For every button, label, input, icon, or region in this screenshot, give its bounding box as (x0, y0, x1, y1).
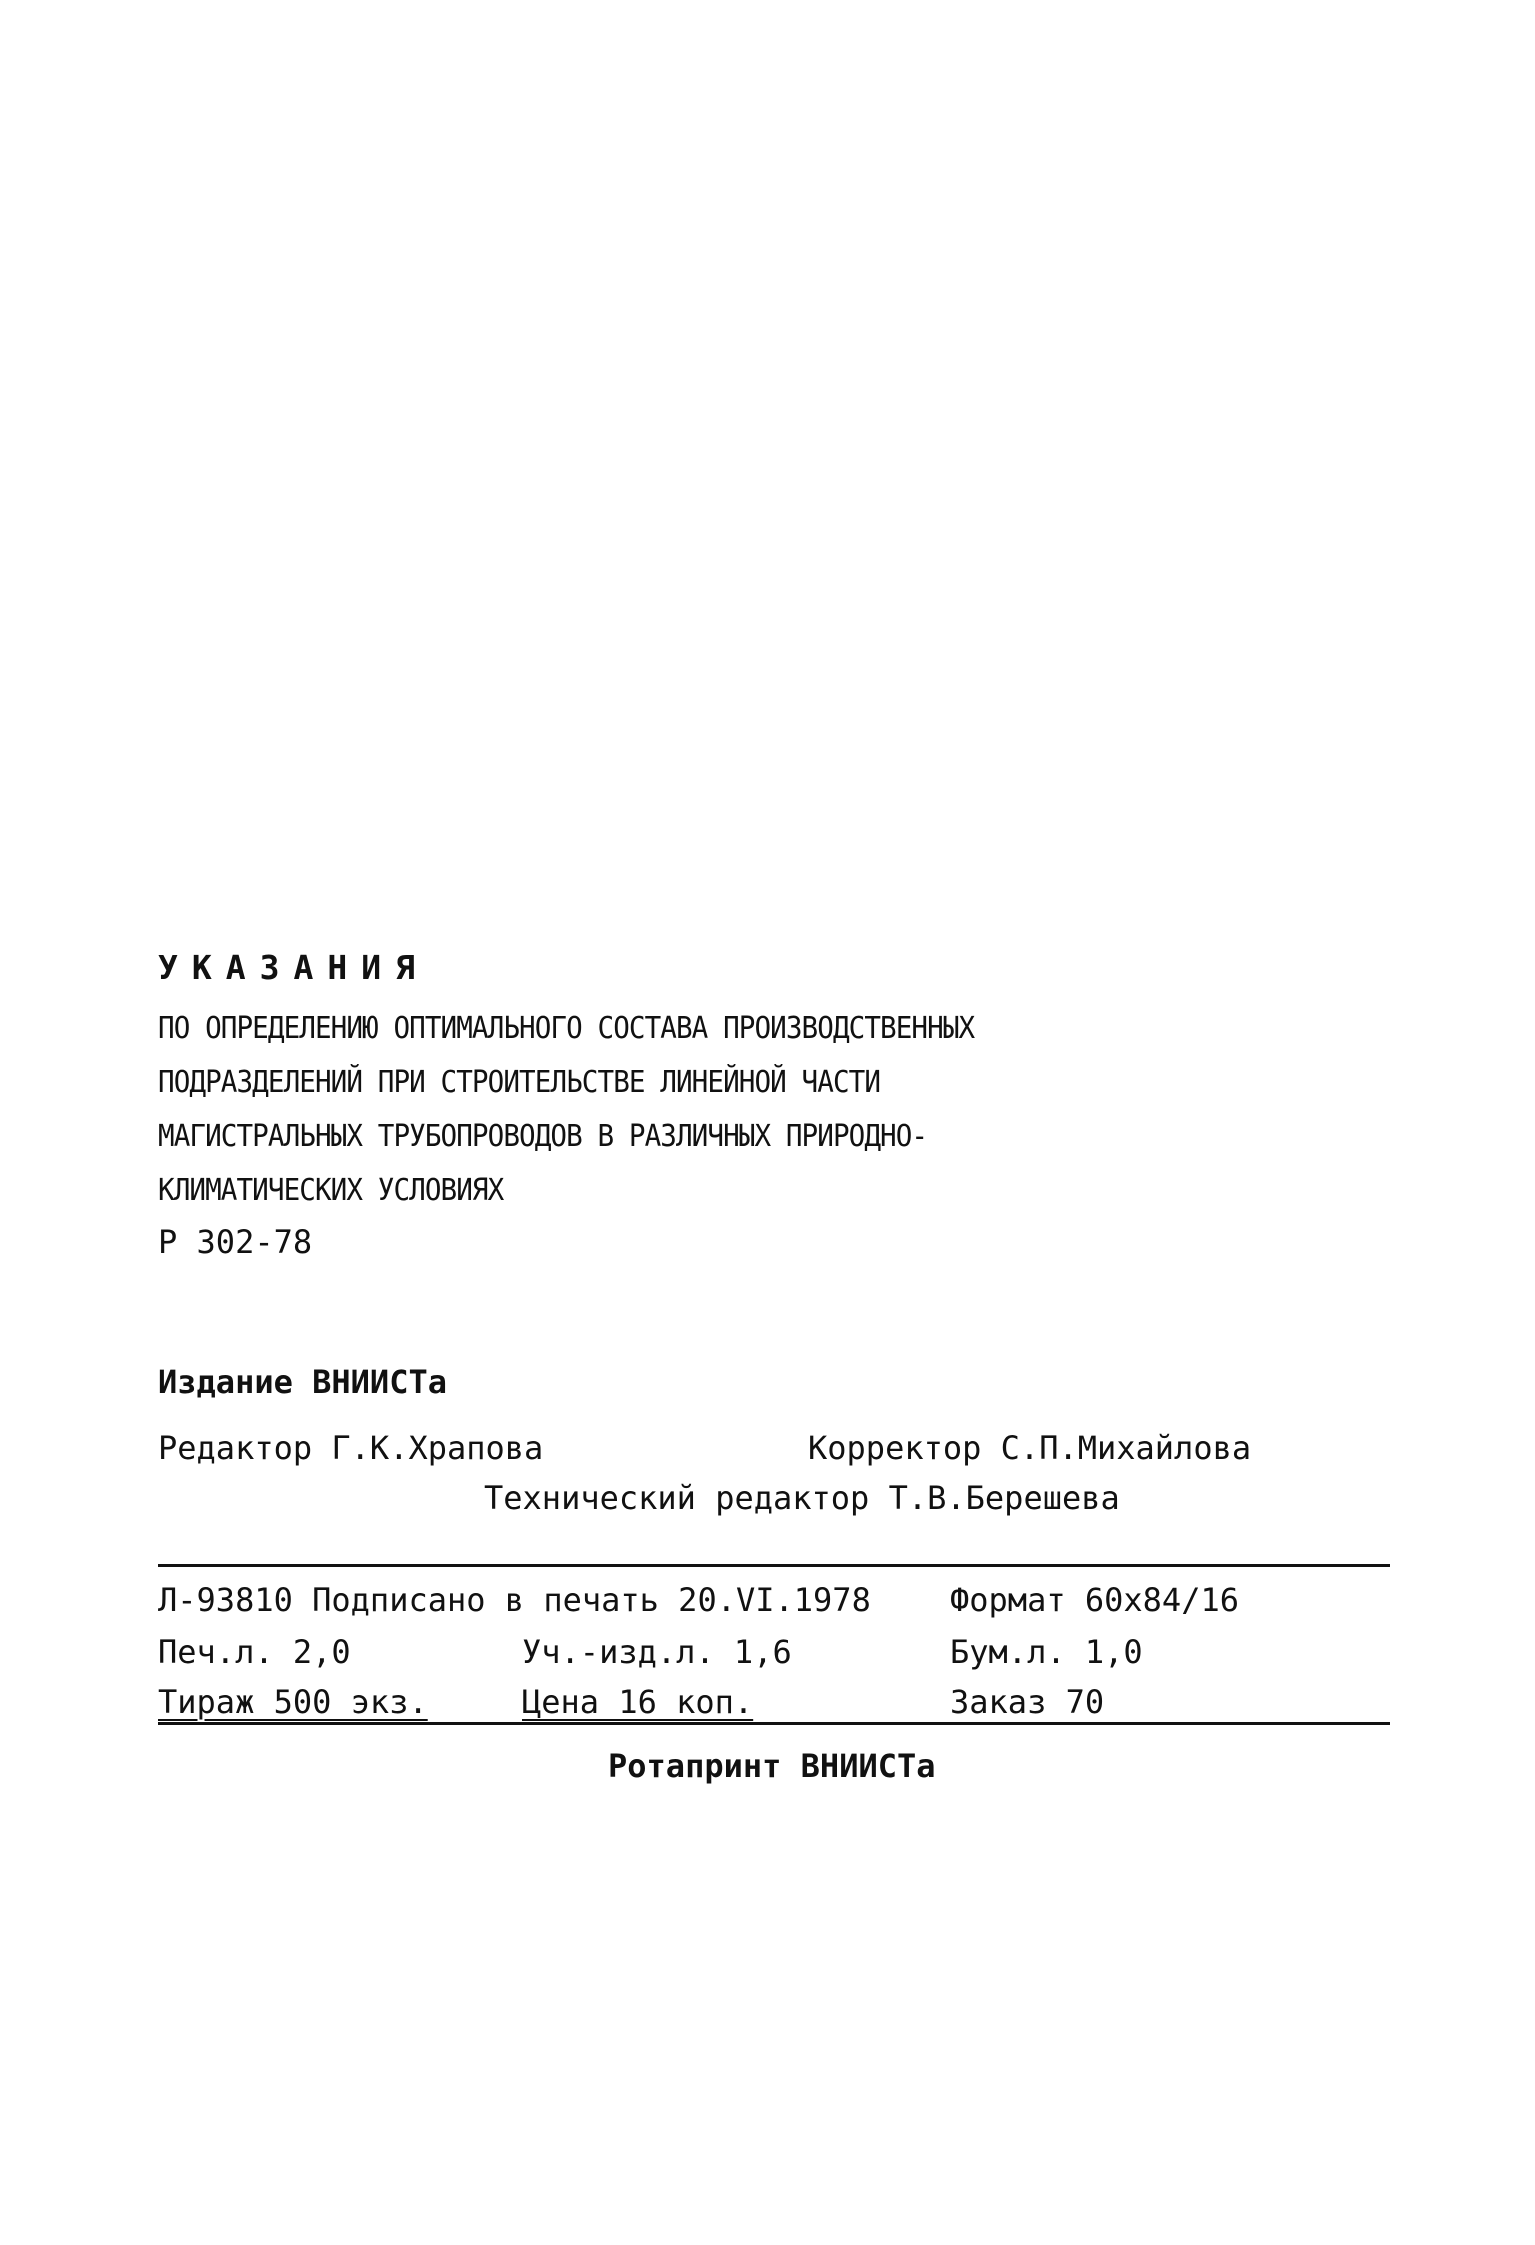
print-sheets: Печ.л. 2,0 (158, 1633, 351, 1671)
imprint-row-signed (158, 1578, 1390, 1622)
document-code: Р 302-78 (158, 1223, 313, 1261)
imprint-bottom-rule (158, 1722, 1390, 1725)
document-title (158, 1002, 1398, 1218)
printer-line: Ротапринт ВНИИСТа (608, 1747, 936, 1785)
publisher-line: Издание ВНИИСТа (158, 1363, 447, 1401)
title-line: ПО ОПРЕДЕЛЕНИЮ ОПТИМАЛЬНОГО СОСТАВА ПРОИЗВОДСТВЕННЫХ (158, 1011, 975, 1046)
corrector-credit: Корректор С.П.Михайлова (808, 1429, 1252, 1467)
order-number: Заказ 70 (950, 1683, 1105, 1721)
title-line: МАГИСТРАЛЬНЫХ ТРУБОПРОВОДОВ В РАЗЛИЧНЫХ ПРИРОДНО- (158, 1119, 928, 1154)
price: Цена 16 коп. (522, 1683, 754, 1721)
document-heading: УКАЗАНИЯ (158, 948, 429, 987)
paper-sheets: Бум.л. 1,0 (950, 1633, 1143, 1671)
circulation: Тираж 500 экз. (158, 1683, 428, 1721)
title-line: ПОДРАЗДЕЛЕНИЙ ПРИ СТРОИТЕЛЬСТВЕ ЛИНЕЙНОЙ ЧАСТИ (158, 1065, 881, 1100)
technical-editor-credit: Технический редактор Т.В.Берешева (484, 1479, 1120, 1517)
imprint-row-sheets (158, 1630, 1390, 1674)
imprint-top-rule (158, 1564, 1390, 1567)
paper-format: Формат 60х84/16 (950, 1581, 1239, 1619)
imprint-row-circulation (158, 1680, 1390, 1724)
publishing-sheets: Уч.-изд.л. 1,6 (522, 1633, 792, 1671)
signed-for-print: Л-93810 Подписано в печать 20.VI.1978 (158, 1581, 871, 1619)
editor-credit: Редактор Г.К.Храпова (158, 1429, 544, 1467)
title-line: КЛИМАТИЧЕСКИХ УСЛОВИЯХ (158, 1173, 504, 1208)
